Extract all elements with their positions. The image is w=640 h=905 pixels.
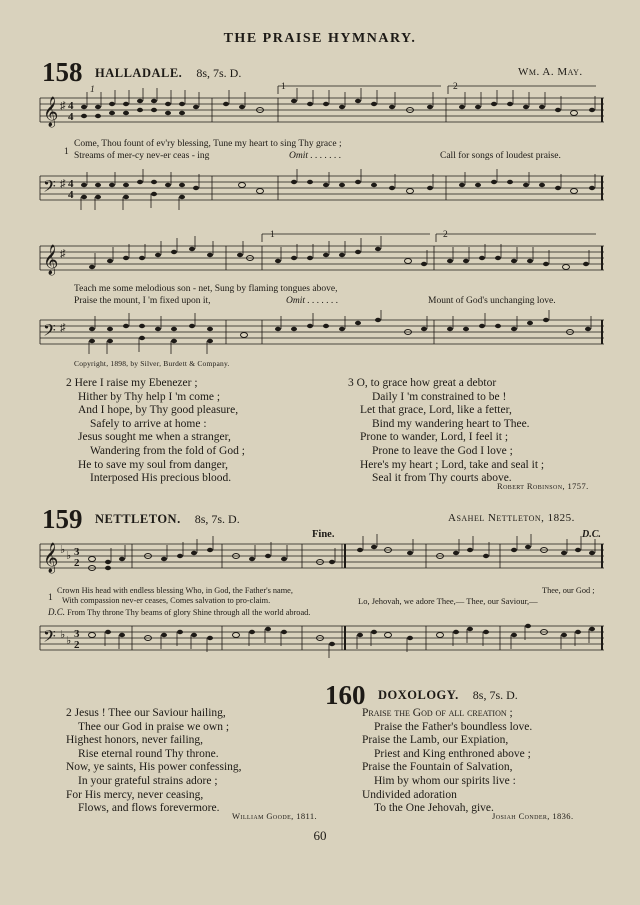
hymn-159-header [95, 510, 240, 528]
svg-text:4: 4 [68, 189, 74, 201]
hymn-158-lyric-line-1a: Come, Thou fount of ev'ry blessing, Tune my heart to sing Thy grace ; [74, 139, 342, 149]
hymn-158-composer: Wm. A. May. [518, 66, 583, 78]
stanza-line: Him by whom our spirits live : [374, 774, 516, 787]
hymn-159-verse-number: 1 [48, 593, 53, 603]
stanza-line: 3 O, to grace how great a debtor [348, 377, 497, 389]
hymn-158-meter: 8s, 7s. D. [196, 66, 242, 80]
hymn-159-lyric-refrain: Lo, Jehovah, we adore Thee,— Thee, our Saviour,— [358, 596, 538, 606]
stanza-line: Daily I 'm constrained to be ! [372, 390, 507, 403]
svg-text:♭: ♭ [66, 550, 72, 562]
hymn-158-lyric-line-2a: Teach me some melodious son - net, Sung by flaming tongues above, [74, 284, 338, 294]
stanza-line: Hither by Thy help I 'm come ; [78, 390, 221, 403]
stanza-line: Praise the God of all creation ; [362, 707, 513, 719]
stanza-line: And I hope, by Thy good pleasure, [78, 404, 239, 417]
hymn-159-dc-lyric: From Thy throne Thy beams of glory Shine through all the world abroad. [67, 608, 311, 617]
hymn-158-system2-bass [36, 308, 608, 360]
stanza-line: Prone to wander, Lord, I feel it ; [360, 431, 509, 444]
hymn-159-lyric-line-2: With compassion nev-er ceases, Comes salvation to pro-claim. [62, 596, 271, 605]
hymn-160-tune: DOXOLOGY. [378, 688, 459, 702]
svg-text:♭: ♭ [66, 635, 72, 647]
hymn-159-bass [36, 618, 608, 670]
hymn-158-lyric-line-2c: Mount of God's unchanging love. [428, 296, 556, 306]
hymn-158-stanza-2 [66, 377, 245, 486]
stanza-line: Priest and King enthroned above ; [374, 747, 531, 760]
hymn-160-meter: 8s, 7s. D. [472, 688, 518, 702]
svg-text:2: 2 [74, 639, 80, 651]
svg-text:♭: ♭ [60, 544, 66, 556]
stanza-line: Praise the Fountain of Salvation, [362, 761, 513, 774]
hymn-160-author: Josiah Conder, 1836. [492, 811, 574, 821]
stanza-line: Let that grace, Lord, like a fetter, [360, 404, 512, 417]
hymn-158-system2-volta-2: 2 [443, 230, 448, 240]
hymn-159-tune: NETTLETON. [95, 512, 181, 526]
hymn-159-author: William Goode, 1811. [232, 811, 318, 821]
hymn-158-volta-1: 1 [281, 82, 286, 92]
page-number: 60 [313, 828, 327, 843]
svg-text:♯: ♯ [60, 178, 66, 190]
hymn-159-dc-line [48, 607, 310, 617]
hymn-158-omit-1: Omit . . . . . . . [289, 151, 342, 161]
hymn-159-composer: Asahel Nettleton, 1825. [448, 512, 575, 524]
hymn-158-omit-2: Omit . . . . . . . [286, 296, 339, 306]
hymn-158-tune: HALLADALE. [95, 66, 183, 80]
hymn-158-stanza-3 [348, 377, 544, 486]
hymn-159-number: 159 [42, 504, 83, 534]
stanza-line: To the One Jehovah, give. [374, 802, 494, 815]
stanza-line: Interposed His precious blood. [90, 472, 232, 485]
svg-text:3: 3 [74, 628, 80, 640]
svg-text:𝄢: 𝄢 [43, 626, 56, 650]
stanza-line: Now, ye saints, His power confessing, [66, 761, 242, 774]
stanza-line: Safely to arrive at home : [90, 417, 207, 430]
hymn-159-meter: 8s, 7s. D. [194, 512, 240, 526]
stanza-line: Highest honors, never failing, [66, 734, 204, 747]
hymn-158-copyright: Copyright, 1898, by Silver, Burdett & Company. [74, 359, 230, 368]
svg-text:4: 4 [68, 178, 74, 190]
stanza-line: Wandering from the fold of God ; [90, 444, 245, 457]
hymn-158-ending-1: 1 [90, 85, 95, 95]
stanza-line: 2 Here I raise my Ebenezer ; [66, 377, 198, 389]
svg-text:3: 3 [74, 546, 80, 558]
svg-text:𝄞: 𝄞 [43, 543, 59, 573]
stanza-line: Here's my heart ; Lord, take and seal it ; [360, 458, 545, 471]
stanza-line: Rise eternal round Thy throne. [78, 747, 219, 760]
hymn-158-author: Robert Robinson, 1757. [497, 481, 589, 491]
stanza-line: Praise the Lamb, our Expiation, [362, 734, 509, 747]
hymn-159-treble [36, 532, 608, 588]
stanza-line: Flows, and flows forevermore. [78, 802, 220, 815]
hymn-159-dc-mark: D.C. [582, 529, 601, 540]
stanza-line: 2 Jesus ! Thee our Saviour hailing, [66, 707, 226, 719]
svg-text:𝄞: 𝄞 [43, 97, 59, 127]
stanza-line: Seal it from Thy courts above. [372, 472, 512, 485]
hymn-158-verse-number: 1 [64, 147, 69, 157]
hymn-158-volta-2: 2 [453, 82, 458, 92]
hymn-159-lyric-line-1: Crown His head with endless blessing Who, in God, the Father's name, [57, 586, 293, 595]
svg-text:𝄞: 𝄞 [43, 245, 59, 275]
hymn-158-system2-volta-1: 1 [270, 230, 275, 240]
hymn-158-number: 158 [42, 57, 83, 87]
svg-text:𝄢: 𝄢 [43, 176, 56, 200]
stanza-line: Thee our God in praise we own ; [78, 720, 230, 733]
stanza-line: Prone to leave the God I love ; [372, 444, 513, 457]
hymn-158-lyric-line-1b: Streams of mer-cy nev-er ceas - ing [74, 151, 210, 161]
running-head: THE PRAISE HYMNARY. [223, 31, 417, 46]
stanza-line: Bind my wandering heart to Thee. [372, 417, 530, 430]
svg-text:4: 4 [68, 100, 74, 112]
svg-text:4: 4 [68, 111, 74, 123]
stanza-line: Undivided adoration [362, 788, 457, 801]
hymn-158-lyric-line-2b: Praise the mount, I 'm fixed upon it, [74, 296, 211, 306]
stanza-line: For His mercy, never ceasing, [66, 788, 204, 801]
hymn-158-lyric-line-1c: Call for songs of loudest praise. [440, 151, 561, 161]
svg-text:♯: ♯ [60, 100, 66, 112]
svg-text:♯: ♯ [60, 322, 66, 334]
hymn-160-number: 160 [325, 680, 366, 710]
stanza-line: He to save my soul from danger, [78, 458, 228, 471]
hymn-158-system1-bass [36, 164, 608, 220]
hymn-159-dc-label: D.C. [48, 607, 66, 617]
hymn-158-system2-treble [36, 228, 608, 284]
hymn-159-stanza-2 [66, 707, 242, 816]
hymn-158-system1-treble [36, 78, 608, 138]
hymn-159-lyric-end: Thee, our God ; [542, 586, 595, 595]
hymn-160-header [378, 686, 518, 704]
svg-text:♭: ♭ [60, 629, 66, 641]
stanza-line: Praise the Father's boundless love. [374, 720, 533, 733]
svg-text:𝄢: 𝄢 [43, 320, 56, 344]
svg-text:2: 2 [74, 557, 80, 569]
stanza-line: Jesus sought me when a stranger, [78, 431, 231, 444]
stanza-line: In your grateful strains adore ; [78, 774, 218, 787]
hymn-159-fine: Fine. [312, 529, 335, 540]
svg-text:♯: ♯ [60, 248, 66, 260]
hymn-160-stanza [362, 707, 532, 816]
